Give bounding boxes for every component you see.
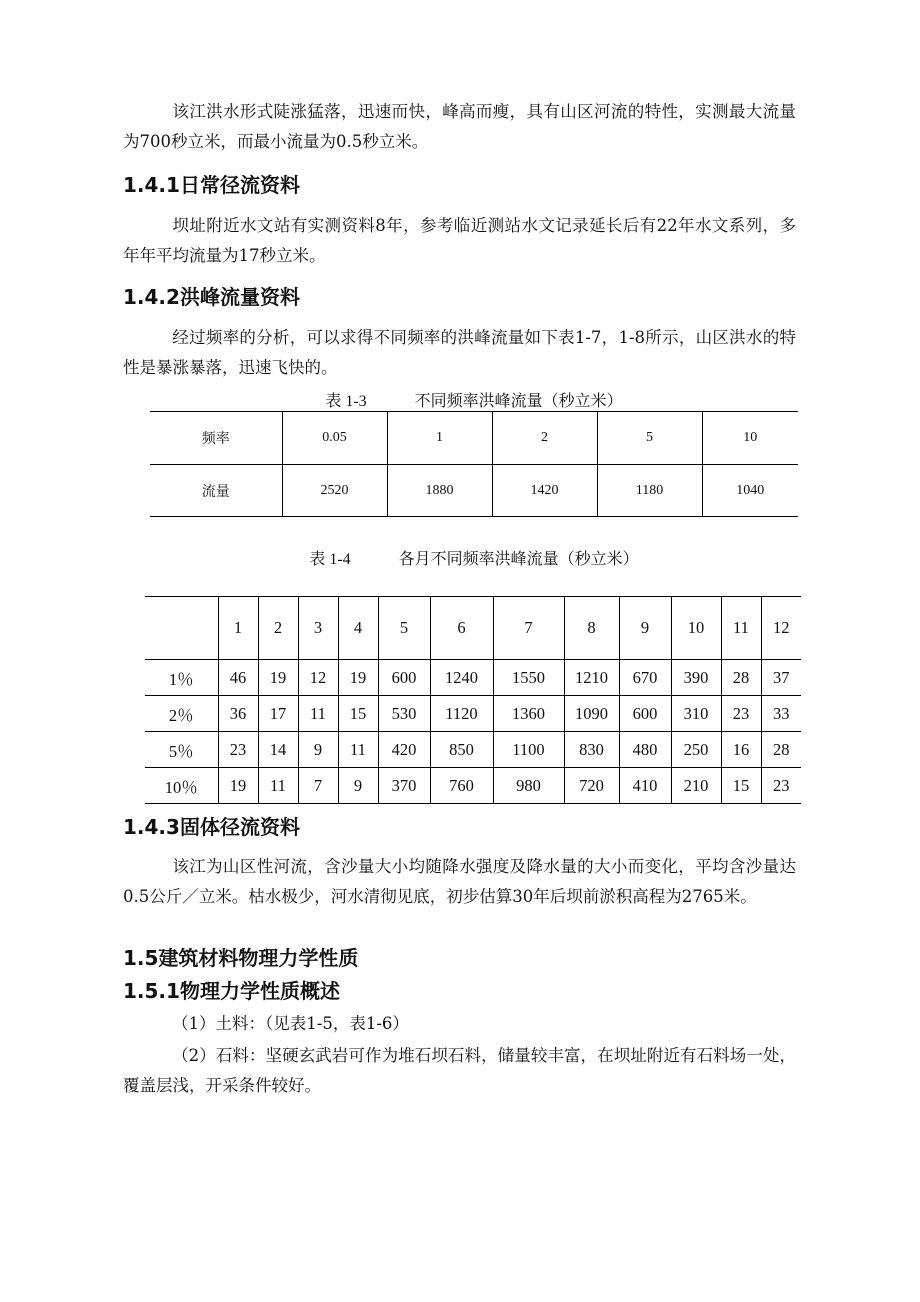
table-cell: 10％ bbox=[145, 768, 218, 804]
table-cell: 11 bbox=[338, 732, 378, 768]
table-cell: 310 bbox=[671, 696, 721, 732]
table-row bbox=[145, 660, 801, 696]
table-cell: 23 bbox=[761, 768, 801, 804]
table-cell: 23 bbox=[218, 732, 258, 768]
table-cell: 9 bbox=[298, 732, 338, 768]
table-cell: 7 bbox=[298, 768, 338, 804]
table-cell: 420 bbox=[378, 732, 430, 768]
table-cell: 19 bbox=[258, 660, 298, 696]
table-cell: 1360 bbox=[493, 696, 564, 732]
table-cell: 390 bbox=[671, 660, 721, 696]
table-header-cell: 1 bbox=[218, 597, 258, 660]
table-header-cell: 11 bbox=[721, 597, 761, 660]
heading-1-4-2: 1.4.2洪峰流量资料 bbox=[123, 285, 300, 309]
paragraph-flood-form: 该江洪水形式陡涨猛落，迅速而快，峰高而瘦，具有山区河流的特性，实测最大流量为700秒立米，而最小流量为0.5秒立米。 bbox=[123, 102, 796, 151]
table-cell: 1％ bbox=[145, 660, 218, 696]
table-cell: 760 bbox=[430, 768, 493, 804]
table-header-cell: 9 bbox=[619, 597, 671, 660]
heading-1-4-1: 1.4.1日常径流资料 bbox=[123, 173, 300, 197]
table-cell: 28 bbox=[761, 732, 801, 768]
table-header-cell: 5 bbox=[378, 597, 430, 660]
table-cell: 46 bbox=[218, 660, 258, 696]
table-cell: 12 bbox=[298, 660, 338, 696]
table-header-cell: 12 bbox=[761, 597, 801, 660]
table-cell: 600 bbox=[378, 660, 430, 696]
table-header-cell: 4 bbox=[338, 597, 378, 660]
table-cell: 1420 bbox=[492, 465, 597, 517]
table-cell: 流量 bbox=[150, 465, 282, 517]
table-cell: 720 bbox=[564, 768, 619, 804]
table-cell: 1880 bbox=[387, 465, 492, 517]
table-cell: 11 bbox=[298, 696, 338, 732]
table-cell: 5 bbox=[597, 412, 702, 465]
table-header-row bbox=[145, 597, 801, 660]
table-cell: 1240 bbox=[430, 660, 493, 696]
table-1-4-number: 表 1-4 bbox=[309, 551, 351, 568]
table-header-cell: 10 bbox=[671, 597, 721, 660]
table-cell: 1550 bbox=[493, 660, 564, 696]
table-cell: 850 bbox=[430, 732, 493, 768]
table-cell: 10 bbox=[702, 412, 798, 465]
table-cell: 410 bbox=[619, 768, 671, 804]
table-1-3 bbox=[150, 411, 798, 517]
table-cell: 36 bbox=[218, 696, 258, 732]
table-cell: 480 bbox=[619, 732, 671, 768]
table-cell: 1180 bbox=[597, 465, 702, 517]
table-cell: 16 bbox=[721, 732, 761, 768]
table-1-3-number: 表 1-3 bbox=[325, 393, 367, 410]
table-row bbox=[145, 768, 801, 804]
table-cell: 370 bbox=[378, 768, 430, 804]
heading-1-5: 1.5建筑材料物理力学性质 bbox=[123, 946, 359, 970]
table-row bbox=[145, 696, 801, 732]
paragraph-flood-peak: 经过频率的分析，可以求得不同频率的洪峰流量如下表1-7，1-8所示，山区洪水的特性是暴涨暴落，迅速飞快的。 bbox=[123, 328, 796, 377]
table-cell: 33 bbox=[761, 696, 801, 732]
table-cell: 15 bbox=[721, 768, 761, 804]
table-cell: 37 bbox=[761, 660, 801, 696]
table-cell: 1040 bbox=[702, 465, 798, 517]
table-cell: 19 bbox=[218, 768, 258, 804]
table-cell: 250 bbox=[671, 732, 721, 768]
table-1-3-title: 不同频率洪峰流量（秒立米） bbox=[414, 393, 623, 410]
table-header-cell: 6 bbox=[430, 597, 493, 660]
table-row bbox=[150, 412, 798, 465]
table-cell: 14 bbox=[258, 732, 298, 768]
table-cell: 2520 bbox=[282, 465, 387, 517]
table-header-cell: 7 bbox=[493, 597, 564, 660]
table-row bbox=[150, 465, 798, 517]
heading-1-4-3: 1.4.3固体径流资料 bbox=[123, 815, 300, 839]
table-1-4-title: 各月不同频率洪峰流量（秒立米） bbox=[398, 551, 639, 568]
table-cell: 1120 bbox=[430, 696, 493, 732]
table-cell: 670 bbox=[619, 660, 671, 696]
paragraph-stone-material: （2）石料：坚硬玄武岩可作为堆石坝石料，储量较丰富，在坝址附近有石料场一处，覆盖层浅，开采条件较好。 bbox=[123, 1046, 796, 1095]
table-cell: 600 bbox=[619, 696, 671, 732]
table-cell: 530 bbox=[378, 696, 430, 732]
table-cell: 1090 bbox=[564, 696, 619, 732]
table-header-cell: 3 bbox=[298, 597, 338, 660]
table-cell: 17 bbox=[258, 696, 298, 732]
paragraph-daily-runoff: 坝址附近水文站有实测资料8年，参考临近测站水文记录延长后有22年水文系列，多年年平均流量为17秒立米。 bbox=[123, 216, 796, 265]
table-header-cell: 8 bbox=[564, 597, 619, 660]
table-cell: 0.05 bbox=[282, 412, 387, 465]
table-cell: 28 bbox=[721, 660, 761, 696]
table-cell: 9 bbox=[338, 768, 378, 804]
table-1-4 bbox=[145, 596, 801, 804]
table-cell: 5％ bbox=[145, 732, 218, 768]
table-row bbox=[145, 732, 801, 768]
table-cell: 频率 bbox=[150, 412, 282, 465]
table-cell: 2 bbox=[492, 412, 597, 465]
table-cell: 1100 bbox=[493, 732, 564, 768]
table-cell: 210 bbox=[671, 768, 721, 804]
table-1-3-caption bbox=[150, 388, 798, 411]
table-cell: 11 bbox=[258, 768, 298, 804]
table-cell: 1210 bbox=[564, 660, 619, 696]
table-header-cell: 2 bbox=[258, 597, 298, 660]
table-cell: 830 bbox=[564, 732, 619, 768]
paragraph-solid-runoff: 该江为山区性河流，含沙量大小均随降水强度及降水量的大小而变化，平均含沙量达0.5公斤／立米。枯水极少，河水清彻见底，初步估算30年后坝前淤积高程为2765米。 bbox=[123, 857, 796, 906]
heading-1-5-1: 1.5.1物理力学性质概述 bbox=[123, 979, 340, 1003]
table-cell: 980 bbox=[493, 768, 564, 804]
table-cell: 15 bbox=[338, 696, 378, 732]
table-1-4-caption bbox=[150, 546, 798, 569]
paragraph-soil-material: （1）土料：（见表1-5，表1-6） bbox=[172, 1014, 409, 1033]
table-cell: 23 bbox=[721, 696, 761, 732]
table-cell: 1 bbox=[387, 412, 492, 465]
table-cell: 19 bbox=[338, 660, 378, 696]
table-header-cell bbox=[145, 597, 218, 660]
table-cell: 2％ bbox=[145, 696, 218, 732]
